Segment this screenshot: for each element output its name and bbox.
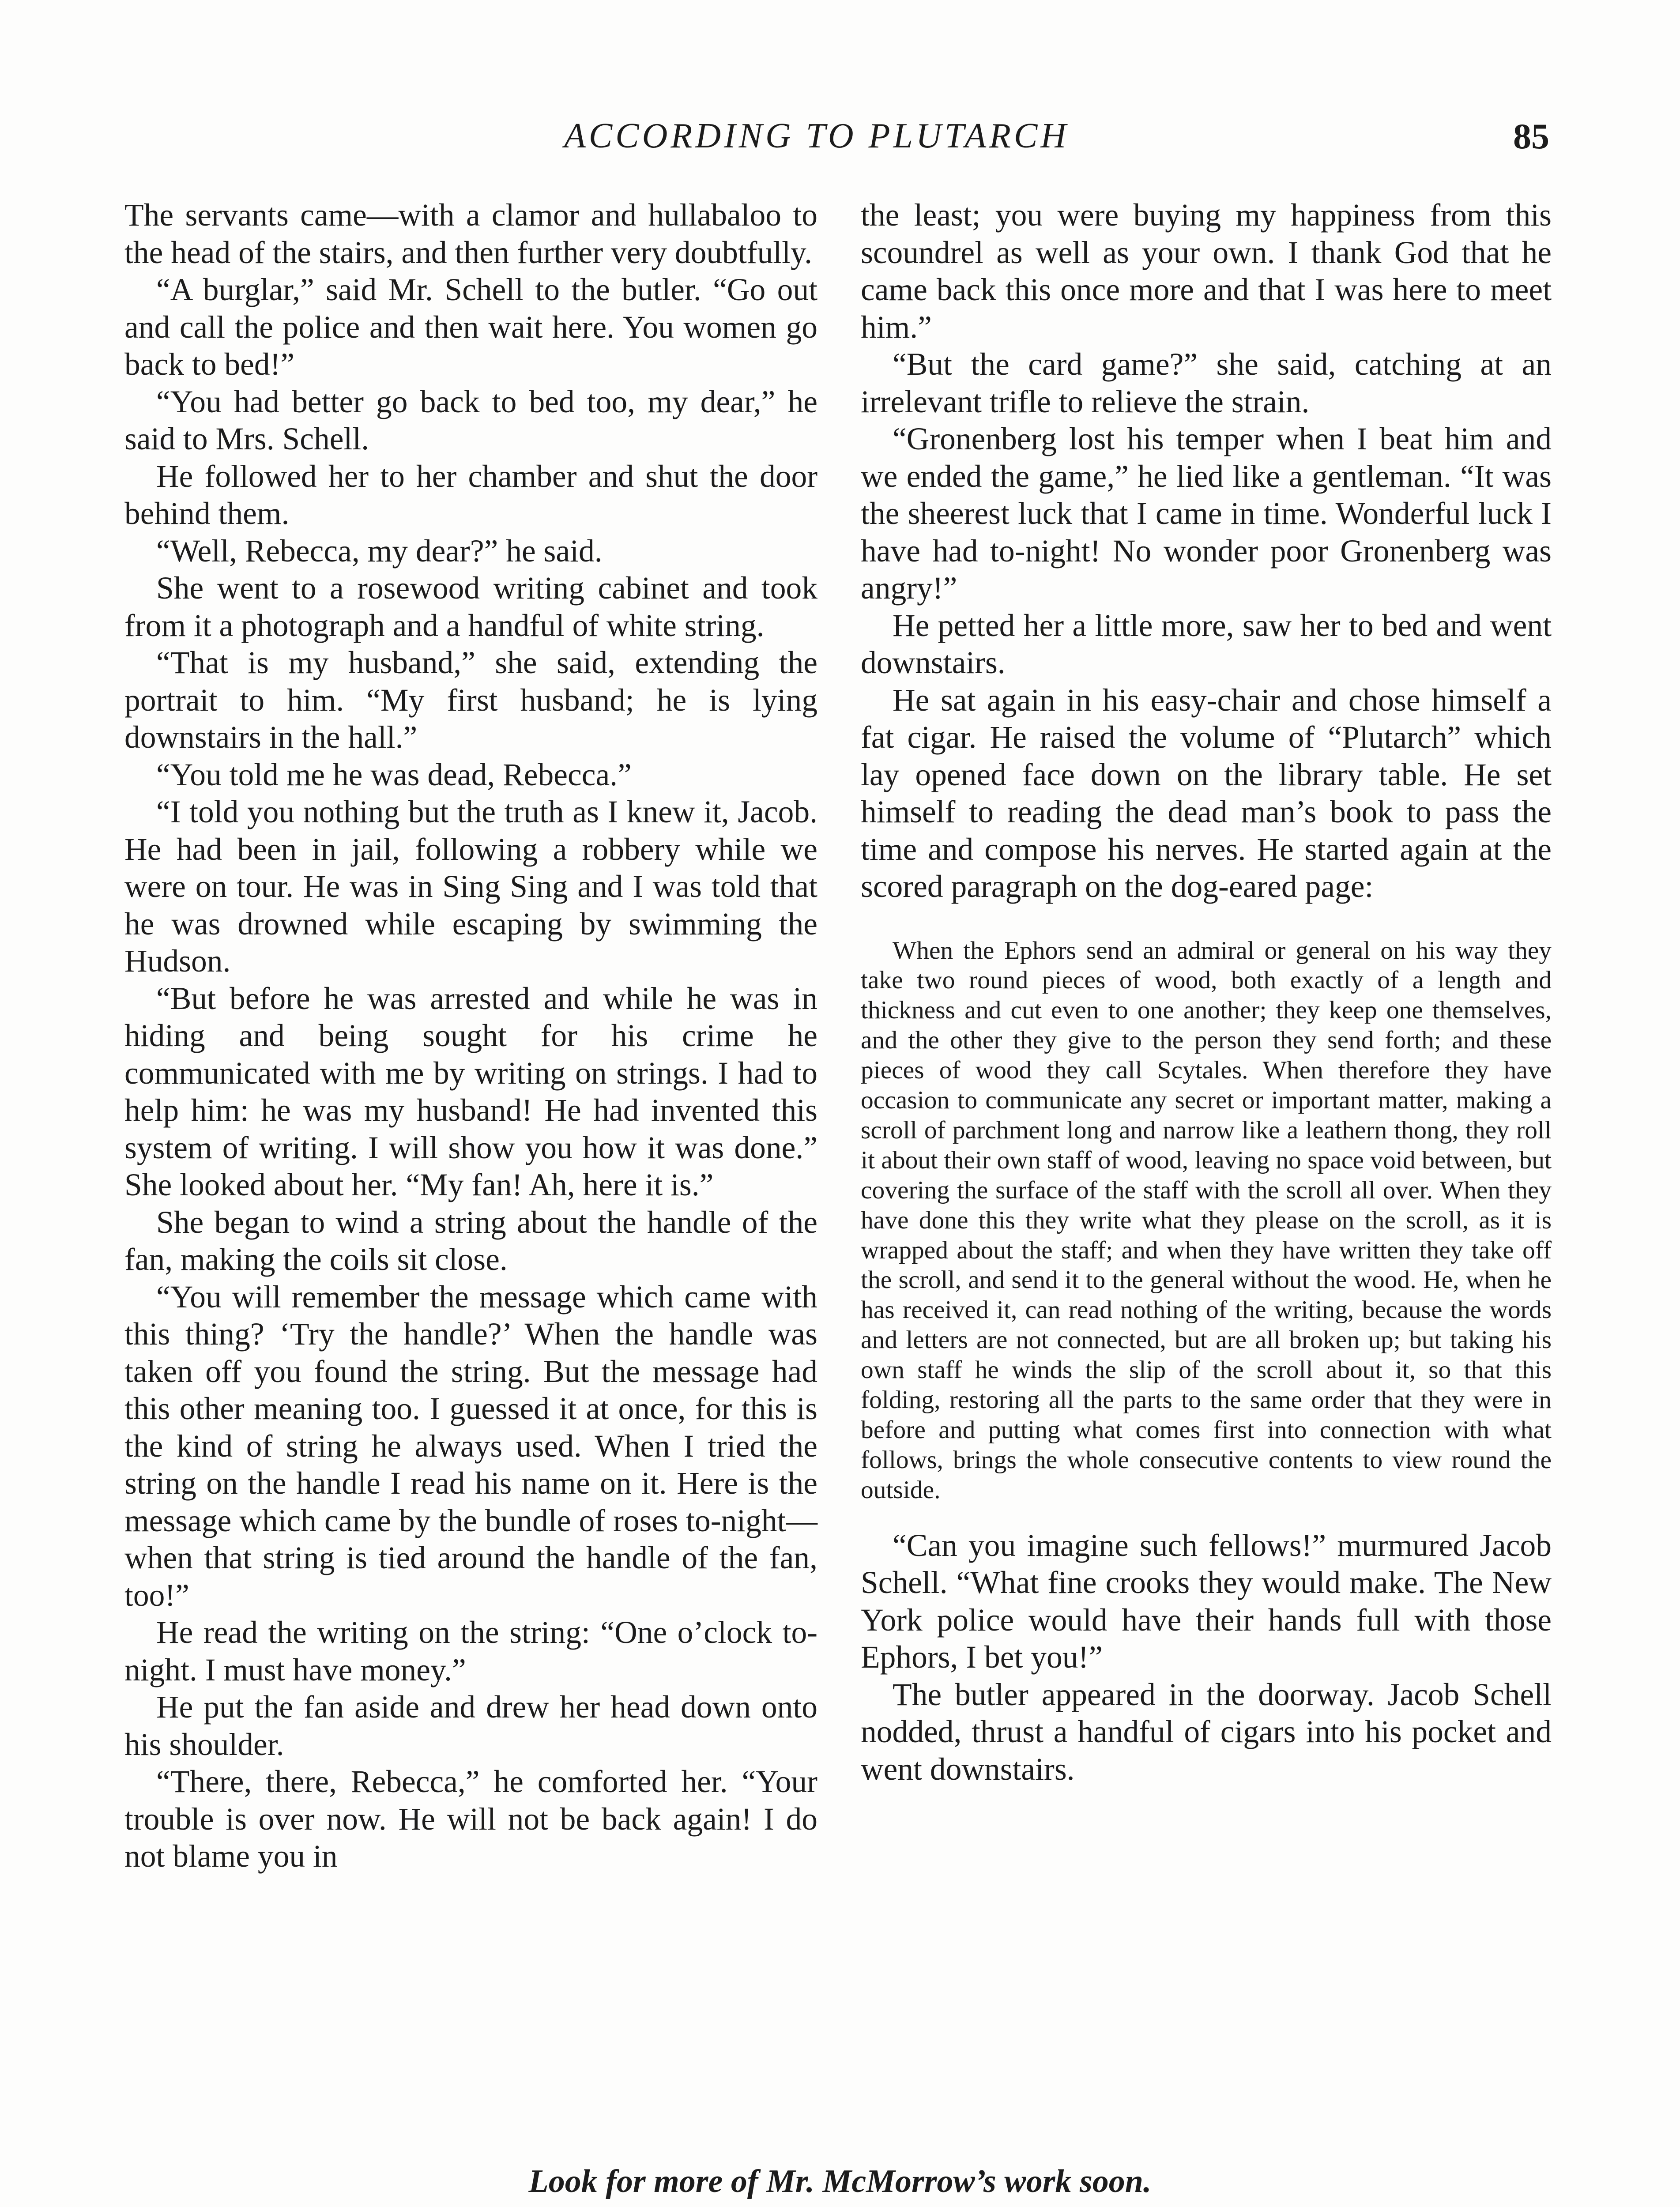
paragraph: “Gronenberg lost his temper when I beat him and we ended the game,” he lied like a gentleman. “It was the sheerest luck that I came in time. Wonderful luck I have had to-night! No wonder poor Gronenberg was angry!” bbox=[861, 422, 1552, 606]
paragraph: He followed her to her chamber and shut the door behind them. bbox=[124, 459, 817, 531]
paragraph: “You had better go back to bed too, my dear,” he said to Mrs. Schell. bbox=[124, 384, 817, 456]
plutarch-quotation: When the Ephors send an admiral or general on his way they take two round pieces of wood, both exactly of a length and thickness and cut even to one another; they keep one themselves, and the other they give to the person they send forth; and these pieces of wood they call Scytales. When therefore they have occasion to communicate any secret or important matter, making a scroll of parchment long and narrow like a leathern thong, they roll it about their own staff of wood, leaving no space void between, but covering the surface of the staff with the scroll all over. When they have done this they write what they please on the scroll, as it is wrapped about the staff; and when they have written they take off the scroll, and send it to the general without the wood. He, when he has received it, can read nothing of the writing, because the words and letters are not connected, but are all broken up; but taking his own staff he winds the slip of the scroll about it, so that this folding, restoring all the parts to the same order that they were in before and putting what comes first into connection with what follows, brings the whole consecutive contents to view round the outside. bbox=[861, 936, 1552, 1504]
page-number: 85 bbox=[1513, 116, 1549, 156]
running-head: ACCORDING TO PLUTARCH bbox=[564, 117, 1070, 155]
paragraph: “But before he was arrested and while he was in hiding and being sought for his crime he communicated with me by writing on strings. I had to help him: he was my husband! He had invented this system of writing. I will show you how it was done.” She looked about her. “My fan! Ah, here it is.” bbox=[124, 981, 817, 1202]
paragraph: “You told me he was dead, Rebecca.” bbox=[156, 757, 632, 792]
paragraph: “Well, Rebecca, my dear?” he said. bbox=[156, 533, 603, 569]
paragraph: The servants came—with a clamor and hullabaloo to the head of the stairs, and then further very doubtfully. bbox=[124, 198, 817, 270]
paragraph: “There, there, Rebecca,” he comforted her. “Your trouble is over now. He will not be back again! I do not blame you in bbox=[124, 1764, 817, 1874]
left-column bbox=[124, 197, 817, 1876]
paragraph: the least; you were buying my happiness from this scoundrel as well as your own. I thank God that he came back this once more and that I was here to meet him.” bbox=[861, 198, 1552, 345]
right-column bbox=[861, 197, 1552, 1788]
paragraph: He read the writing on the string: “One o’clock to-night. I must have money.” bbox=[124, 1615, 817, 1687]
paragraph: He put the fan aside and drew her head down onto his shoulder. bbox=[124, 1690, 817, 1762]
paragraph: “You will remember the message which came with this thing? ‘Try the handle?’ When the handle was taken off you found the string. But the message had this other meaning too. I guessed it at once, for this is the kind of string he always used. When I tried the string on the handle I read his name on it. Here is the message which came by the bundle of roses to-night—when that string is tied around the handle of the fan, too!” bbox=[124, 1279, 817, 1613]
paragraph: “That is my husband,” she said, extending the portrait to him. “My first husband; he is lying downstairs in the hall.” bbox=[124, 645, 817, 755]
paragraph: “But the card game?” she said, catching at an irrelevant trifle to relieve the strain. bbox=[861, 347, 1552, 419]
paragraph: She went to a rosewood writing cabinet and took from it a photograph and a handful of white string. bbox=[124, 571, 817, 643]
paragraph: “I told you nothing but the truth as I knew it, Jacob. He had been in jail, following a robbery while we were on tour. He was in Sing Sing and I was told that he was drowned while escaping by swimming the Hudson. bbox=[124, 795, 817, 979]
paragraph: She began to wind a string about the handle of the fan, making the coils sit close. bbox=[124, 1205, 817, 1277]
footer-note: Look for more of Mr. McMorrow’s work soon. bbox=[528, 2163, 1152, 2199]
paragraph: He petted her a little more, saw her to bed and went downstairs. bbox=[861, 608, 1552, 680]
paragraph: The butler appeared in the doorway. Jacob Schell nodded, thrust a handful of cigars into his pocket and went downstairs. bbox=[861, 1677, 1552, 1787]
paragraph: “Can you imagine such fellows!” murmured Jacob Schell. “What fine crooks they would make. The New York police would have their hands full with those Ephors, I bet you!” bbox=[861, 1528, 1552, 1675]
paragraph: “A burglar,” said Mr. Schell to the butler. “Go out and call the police and then wait here. You women go back to bed!” bbox=[124, 272, 817, 382]
paragraph: He sat again in his easy-chair and chose himself a fat cigar. He raised the volume of “Plutarch” which lay opened face down on the library table. He set himself to reading the dead man’s book to pass the time and compose his nerves. He started again at the scored paragraph on the dog-eared page: bbox=[861, 682, 1552, 904]
